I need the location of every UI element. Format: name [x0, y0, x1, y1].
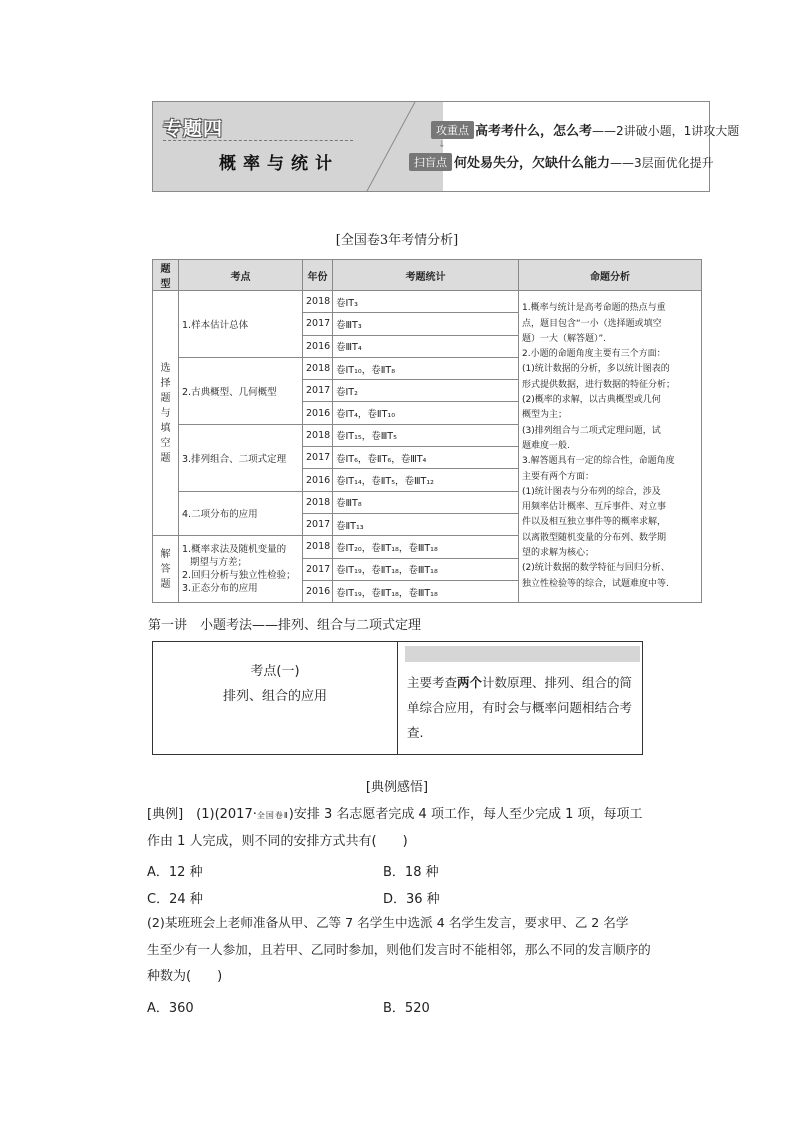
analysis-line: 用频率估计概率、互斥事件、对立事	[522, 502, 667, 513]
table-caption: [全国卷3年考情分析]	[335, 233, 459, 248]
stat-cell: 卷ⅢT₄	[333, 335, 519, 357]
desc-header-bar	[405, 646, 640, 662]
year-cell: 2016	[303, 580, 333, 602]
header-point: 考点	[179, 260, 303, 291]
q1-pre: (1)(2017·	[183, 807, 257, 822]
q1-option-b: B．18 种	[383, 865, 439, 880]
banner-line-2-bold: 何处易失分，欠缺什么能力	[454, 156, 611, 171]
header-type: 题型	[153, 260, 179, 291]
topic-divider	[163, 140, 353, 141]
analysis-line: 以离散型随机变量的分布列、数学期	[522, 532, 667, 543]
exam-point-label-panel	[153, 642, 398, 754]
stat-cell: 卷ⅠT₁₉，卷ⅡT₁₈，卷ⅢT₁₈	[333, 558, 519, 580]
type-char: 择	[160, 377, 171, 389]
header-year: 年份	[303, 260, 333, 291]
banner-line-2	[454, 152, 714, 171]
analysis-line: (3)排列组合与二项式定理问题，试	[522, 425, 661, 436]
stat-cell: 卷ⅠT₁₀，卷ⅡT₈	[333, 357, 519, 379]
stat-cell: 卷ⅠT₃	[333, 291, 519, 313]
analysis-line: 主要有两个方面：	[522, 471, 595, 482]
exam-point-box	[152, 641, 643, 755]
stat-cell: 卷ⅠT₆，卷ⅡT₆，卷ⅢT₄	[333, 447, 519, 469]
stat-cell: 卷ⅠT₁₅，卷ⅢT₅	[333, 424, 519, 446]
q2-line-1: (2)某班班会上老师准备从甲、乙等 7 名学生中选派 4 名学生发言，要求甲、乙 2 名学	[147, 915, 629, 930]
analysis-line: 3.解答题具有一定的综合性，命题角度	[522, 456, 675, 467]
desc-post: 计数原理、排列、组合的简单综合应用，有时会与概率问题相结合考查.	[407, 675, 633, 740]
exam-point-name: 排列、组合的应用	[222, 689, 327, 704]
year-cell: 2018	[303, 424, 333, 446]
exam-analysis-table	[152, 259, 702, 603]
exam-point-description	[407, 670, 637, 745]
stat-cell: 卷ⅠT₂₀，卷ⅡT₁₈，卷ⅢT₁₈	[333, 536, 519, 558]
q1-line-1	[147, 802, 642, 829]
point-line: 2.回归分析与独立性检验；	[182, 570, 296, 582]
header-analysis: 命题分析	[519, 260, 702, 291]
q1-source: 全国卷Ⅱ	[256, 811, 289, 820]
desc-pre: 主要考查	[407, 675, 458, 690]
year-cell: 2016	[303, 402, 333, 424]
year-cell: 2018	[303, 491, 333, 513]
exam-point-desc-panel	[399, 642, 642, 754]
q1-option-d: D．36 种	[383, 892, 440, 907]
year-cell: 2016	[303, 469, 333, 491]
year-cell: 2017	[303, 558, 333, 580]
point-cell: 2.古典概型、几何概型	[179, 357, 303, 424]
point-line: 3.正态分布的应用	[182, 583, 258, 595]
year-cell: 2017	[303, 513, 333, 535]
example-label: [典例]	[147, 807, 184, 822]
table-header-row	[153, 260, 702, 291]
type-char: 空	[160, 437, 171, 449]
type-char: 填	[160, 422, 171, 434]
point-line: 期望与方差；	[190, 557, 248, 569]
type-char: 选	[160, 362, 171, 374]
topic-title: 概率与统计	[219, 154, 339, 174]
header-stat: 考题统计	[333, 260, 519, 291]
q1-post: )安排 3 名志愿者完成 4 项工作，每人至少完成 1 项，每项工	[288, 807, 643, 822]
analysis-line: (1)统计数据的分析，多以统计图表的	[522, 364, 670, 375]
stat-cell: 卷ⅠT₁₄，卷ⅡT₅，卷ⅢT₁₂	[333, 469, 519, 491]
point-cell	[179, 536, 303, 603]
q2-line-2: 生至少有一人参加，且若甲、乙同时参加，则他们发言时不能相邻，那么不同的发言顺序的	[147, 942, 651, 957]
analysis-line: 1.概率与统计是高考命题的热点与重	[522, 303, 666, 314]
stat-cell: 卷ⅠT₄，卷ⅡT₁₀	[333, 402, 519, 424]
lecture-title: 第一讲 小题考法——排列、组合与二项式定理	[148, 618, 422, 633]
analysis-line: 望的求解为核心；	[522, 548, 595, 558]
analysis-line: 件以及相互独立事件等的概率求解，	[522, 517, 667, 528]
down-arrow-icon: ↓	[438, 140, 446, 150]
q1-option-c: C．24 种	[147, 892, 203, 907]
exam-point-number: 考点(一)	[250, 664, 300, 679]
year-cell: 2017	[303, 313, 333, 335]
year-cell: 2018	[303, 536, 333, 558]
q2-option-b: B．520	[383, 1001, 430, 1016]
banner-slant-shape	[367, 102, 415, 191]
year-cell: 2017	[303, 447, 333, 469]
topic-label: 专题四	[163, 118, 224, 140]
type-char: 解	[160, 548, 171, 560]
year-cell: 2018	[303, 357, 333, 379]
tag-blind-spots: 扫盲点	[409, 153, 452, 171]
tag-key-points: 攻重点	[431, 121, 474, 139]
stat-cell: 卷ⅡT₁₃	[333, 513, 519, 535]
banner-line-1	[475, 120, 739, 139]
analysis-line: 形式提供数据，进行数据的特征分析；	[522, 379, 676, 390]
stat-cell: 卷ⅠT₁₉，卷ⅡT₁₈，卷ⅢT₁₈	[333, 580, 519, 602]
type-cell-choice	[153, 291, 179, 536]
analysis-line: 概型为主；	[522, 410, 568, 421]
analysis-line: 点，题目包含“一小（选择题或填空	[522, 318, 662, 329]
q2-option-a: A．360	[147, 1001, 194, 1016]
type-char: 与	[160, 407, 171, 419]
analysis-line: 2.小题的命题角度主要有三个方面：	[522, 349, 666, 360]
desc-bold: 两个	[457, 675, 483, 690]
analysis-line: (2)统计数据的数学特征与回归分析、	[522, 563, 670, 574]
analysis-cell	[519, 291, 702, 603]
q2-line-3: 种数为( )	[147, 969, 223, 984]
point-cell: 3.排列组合、二项式定理	[179, 424, 303, 491]
year-cell: 2016	[303, 335, 333, 357]
analysis-line: (1)统计图表与分布列的综合，涉及	[522, 486, 661, 497]
type-char: 题	[160, 392, 171, 404]
q1-line-2: 作由 1 人完成，则不同的安排方式共有( )	[147, 834, 408, 849]
year-cell: 2018	[303, 291, 333, 313]
analysis-line: 题）一大（解答题）”.	[522, 333, 607, 344]
type-cell-answer	[153, 536, 179, 603]
topic-banner	[152, 101, 740, 192]
point-cell: 4.二项分布的应用	[179, 491, 303, 536]
type-char: 题	[160, 578, 171, 590]
type-char: 答	[160, 563, 171, 575]
stat-cell: 卷ⅢT₈	[333, 491, 519, 513]
analysis-line: 题难度一般.	[522, 440, 570, 451]
section-title: [典例感悟]	[365, 780, 429, 795]
table-row	[153, 291, 702, 313]
banner-line-2-rest: ——3层面优化提升	[610, 156, 714, 170]
year-cell: 2017	[303, 380, 333, 402]
point-line: 1.概率求法及随机变量的	[182, 544, 287, 556]
type-char: 题	[160, 452, 171, 464]
analysis-line: (2)概率的求解，以古典概型或几何	[522, 395, 661, 406]
banner-line-1-rest: ——2讲破小题，1讲攻大题	[592, 124, 740, 138]
stat-cell: 卷ⅢT₃	[333, 313, 519, 335]
q1-option-a: A．12 种	[147, 865, 203, 880]
stat-cell: 卷ⅠT₂	[333, 380, 519, 402]
banner-line-1-bold: 高考考什么，怎么考	[475, 124, 593, 139]
point-cell: 1.样本估计总体	[179, 291, 303, 358]
analysis-line: 独立性检验等的综合，试题难度中等.	[522, 578, 669, 589]
